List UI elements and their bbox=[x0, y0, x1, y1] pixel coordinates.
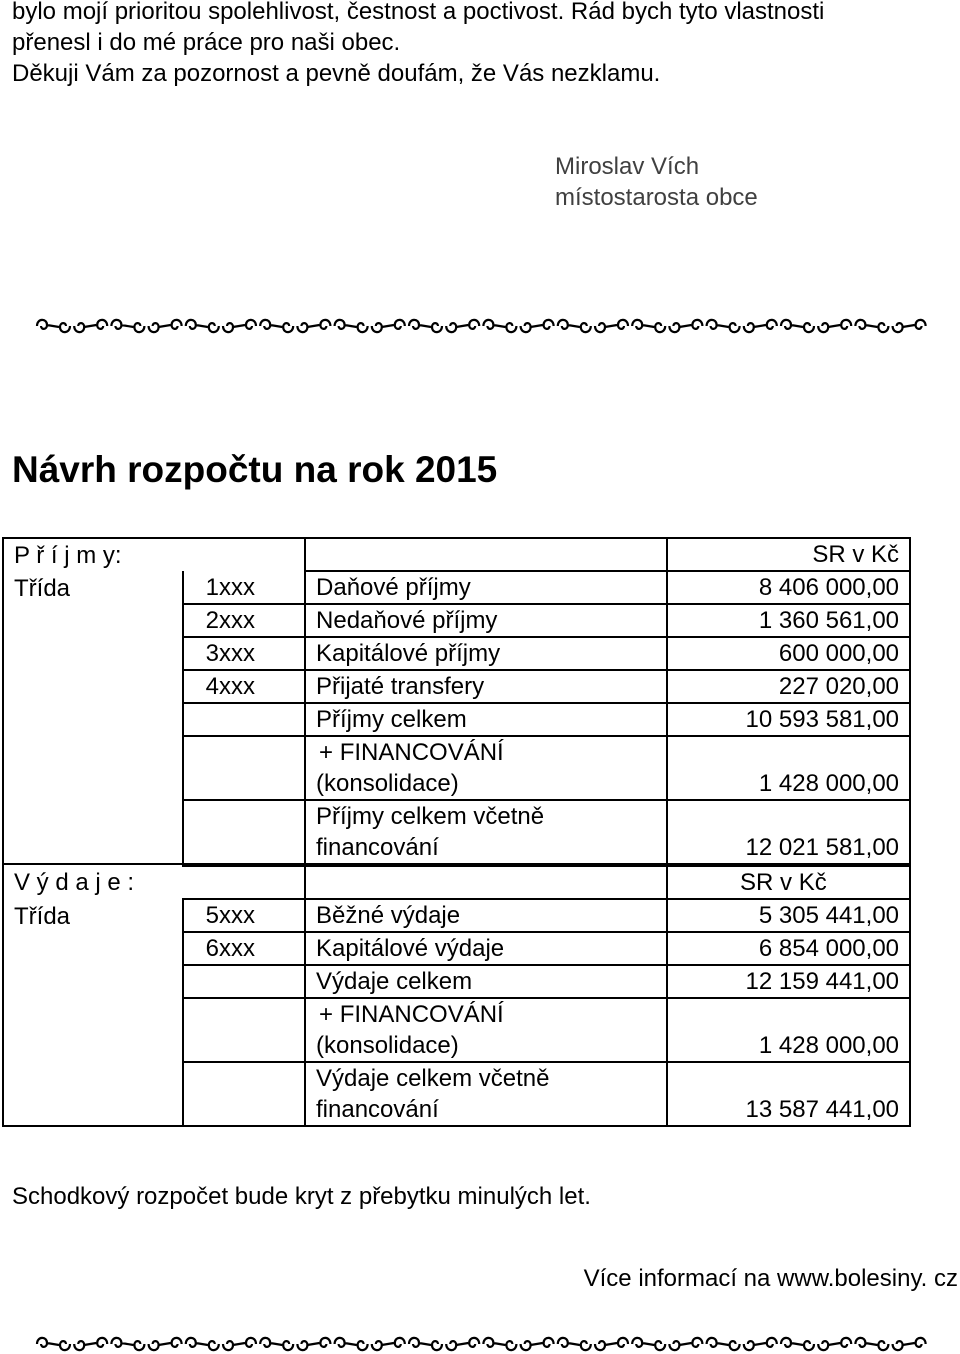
ornament-motif bbox=[855, 1338, 888, 1350]
income-code: 3xxx bbox=[183, 637, 305, 670]
expense-label: Kapitálové výdaje bbox=[305, 932, 667, 965]
intro-line-1: bylo mojí prioritou spolehlivost, čestnost a poctivost. Rád bych tyto vlastnosti bbox=[12, 0, 825, 25]
ornament-motif bbox=[558, 1338, 591, 1350]
income-financing-label-2: (konsolidace) bbox=[316, 770, 459, 797]
ornament-motif bbox=[74, 320, 107, 332]
income-label: Nedaňové příjmy bbox=[305, 604, 667, 637]
ornament-motif bbox=[744, 1338, 777, 1350]
ornament-motif bbox=[409, 1338, 442, 1350]
more-info-link[interactable]: Více informací na www.bolesiny. cz bbox=[583, 1265, 958, 1292]
income-total-amount: 10 593 581,00 bbox=[667, 703, 910, 736]
ornament-motif bbox=[111, 320, 144, 332]
ornament-motif bbox=[37, 320, 70, 332]
expenses-financing-label-1: + FINANCOVÁNÍ bbox=[319, 1001, 504, 1028]
ornament-motif bbox=[483, 1338, 516, 1350]
income-unit: SR v Kč bbox=[667, 538, 910, 571]
ornament-divider-bottom bbox=[35, 1334, 927, 1354]
ornament-motif bbox=[669, 1338, 702, 1350]
expenses-grand-label bbox=[305, 1062, 667, 1126]
ornament-motif bbox=[781, 320, 814, 332]
intro-line-3: Děkuji Vám za pozornost a pevně doufám, že Vás nezklamu. bbox=[12, 60, 661, 87]
ornament-motif bbox=[483, 320, 516, 332]
ornament-motif bbox=[632, 320, 665, 332]
ornament-motif bbox=[707, 320, 740, 332]
intro-line-2: přenesl i do mé práce pro naši obec. bbox=[12, 29, 401, 56]
ornament-motif bbox=[707, 1338, 740, 1350]
ornament-motif bbox=[595, 1338, 628, 1350]
income-amount: 8 406 000,00 bbox=[667, 571, 910, 604]
ornament-motif bbox=[335, 320, 368, 332]
ornament-motif bbox=[372, 1338, 405, 1350]
income-code: 2xxx bbox=[183, 604, 305, 637]
expenses-total-amount: 12 159 441,00 bbox=[667, 965, 910, 998]
ornament-motif bbox=[149, 1338, 182, 1350]
ornament-motif bbox=[74, 1338, 107, 1350]
ornament-divider-top bbox=[35, 316, 927, 336]
ornament-motif bbox=[409, 320, 442, 332]
ornament-motif bbox=[893, 320, 926, 332]
expense-code: 6xxx bbox=[183, 932, 305, 965]
income-grand-label-2: financování bbox=[316, 834, 439, 861]
income-grand-label-1: Příjmy celkem včetně bbox=[316, 803, 545, 830]
ornament-motif bbox=[521, 1338, 554, 1350]
income-total-label: Příjmy celkem bbox=[305, 703, 667, 736]
expenses-financing-label-2: (konsolidace) bbox=[316, 1032, 459, 1059]
ornament-motif bbox=[260, 320, 293, 332]
ornament-motif bbox=[818, 320, 851, 332]
ornament-motif bbox=[893, 1338, 926, 1350]
expenses-financing-amount: 1 428 000,00 bbox=[667, 998, 910, 1062]
income-financing-amount: 1 428 000,00 bbox=[667, 736, 910, 800]
income-label: Kapitálové příjmy bbox=[305, 637, 667, 670]
ornament-motif bbox=[186, 1338, 219, 1350]
ornament-motif bbox=[111, 1338, 144, 1350]
income-heading-blank bbox=[305, 538, 667, 571]
signature-name: Miroslav Vích bbox=[555, 153, 700, 180]
income-label: Daňové příjmy bbox=[305, 571, 667, 604]
expenses-grand-label-2: financování bbox=[316, 1096, 439, 1123]
income-class-label: Třída bbox=[3, 571, 183, 604]
income-grand-label bbox=[305, 800, 667, 864]
expense-label: Běžné výdaje bbox=[305, 899, 667, 932]
expenses-class-label: Třída bbox=[3, 899, 183, 932]
income-amount: 227 020,00 bbox=[667, 670, 910, 703]
expenses-grand-label-1: Výdaje celkem včetně bbox=[316, 1065, 550, 1092]
ornament-motif bbox=[446, 1338, 479, 1350]
income-heading: P ř í j m y: bbox=[3, 538, 305, 571]
expenses-unit: SR v Kč bbox=[667, 866, 910, 899]
income-code: 4xxx bbox=[183, 670, 305, 703]
signature-role: místostarosta obce bbox=[555, 184, 758, 211]
ornament-motif bbox=[521, 320, 554, 332]
ornament-motif bbox=[855, 320, 888, 332]
income-label: Přijaté transfery bbox=[305, 670, 667, 703]
ornament-motif bbox=[558, 320, 591, 332]
ornament-motif bbox=[372, 320, 405, 332]
ornament-motif bbox=[781, 1338, 814, 1350]
expense-amount: 6 854 000,00 bbox=[667, 932, 910, 965]
expense-amount: 5 305 441,00 bbox=[667, 899, 910, 932]
expense-code: 5xxx bbox=[183, 899, 305, 932]
ornament-motif bbox=[37, 1338, 70, 1350]
ornament-motif bbox=[223, 1338, 256, 1350]
ornament-motif bbox=[335, 1338, 368, 1350]
ornament-motif bbox=[297, 1338, 330, 1350]
expenses-heading: V ý d a j e : bbox=[3, 866, 305, 899]
income-amount: 1 360 561,00 bbox=[667, 604, 910, 637]
ornament-motif bbox=[297, 320, 330, 332]
deficit-note: Schodkový rozpočet bude kryt z přebytku minulých let. bbox=[12, 1183, 591, 1210]
budget-table bbox=[2, 537, 911, 1127]
ornament-motif bbox=[260, 1338, 293, 1350]
expenses-grand-amount: 13 587 441,00 bbox=[667, 1062, 910, 1126]
ornament-motif bbox=[149, 320, 182, 332]
income-grand-amount: 12 021 581,00 bbox=[667, 800, 910, 864]
ornament-motif bbox=[223, 320, 256, 332]
ornament-motif bbox=[446, 320, 479, 332]
ornament-motif bbox=[744, 320, 777, 332]
income-amount: 600 000,00 bbox=[667, 637, 910, 670]
page-title: Návrh rozpočtu na rok 2015 bbox=[12, 449, 498, 490]
income-financing-label-1: + FINANCOVÁNÍ bbox=[319, 739, 504, 766]
expenses-total-label: Výdaje celkem bbox=[305, 965, 667, 998]
ornament-motif bbox=[595, 320, 628, 332]
income-code: 1xxx bbox=[183, 571, 305, 604]
ornament-motif bbox=[632, 1338, 665, 1350]
income-financing-label bbox=[305, 736, 667, 800]
ornament-motif bbox=[669, 320, 702, 332]
expenses-financing-label bbox=[305, 998, 667, 1062]
ornament-motif bbox=[186, 320, 219, 332]
ornament-motif bbox=[818, 1338, 851, 1350]
